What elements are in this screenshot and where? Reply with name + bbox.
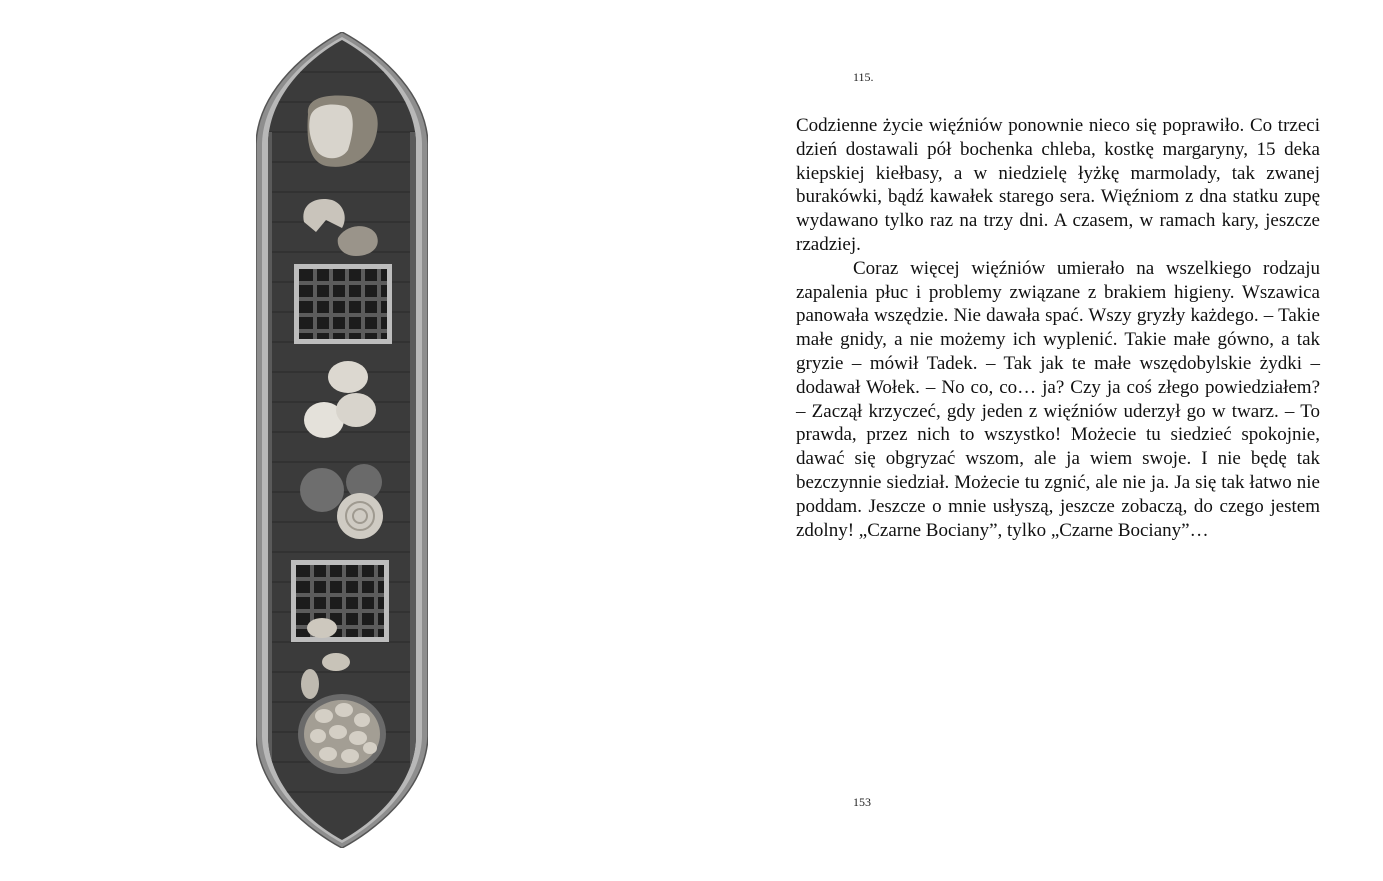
- grate-icon: [291, 560, 389, 642]
- page-number: 153: [853, 795, 871, 809]
- paragraph: Codzienne życie więźniów ponownie nieco się poprawiło. Co trzeci dzień dostawali pół bochenka chleba, kostkę margaryny, 15 deka kiepskiej kiełbasy, a w niedzielę łyżkę marmolady, tak zwanej burakówki, bądź kawałek starego sera. Więźniom z dna statku zupę wydawano tylko raz na trzy dni. A czasem, w ramach kary, jeszcze rzadziej.: [796, 115, 1320, 255]
- body-text: [796, 114, 1320, 542]
- chapter-number: 115.: [853, 70, 874, 84]
- paragraph: Coraz więcej więźniów umierało na wszelkiego rodzaju zapalenia płuc i problemy związane z brakiem higieny. Wszawica panowała wszędzie. Nie dawała spać. Wszy gryzły każdego. – Takie małe gnidy, a nie możemy ich wyplenić. Takie małe gówno, a tak gryzie – mówił Tadek. – Tak jak te małe wszędobylskie żydki – dodawał Wołek. – No co, co… ja? Czy ja coś złego powiedziałem? – Zaczął krzyczeć, gdy jeden z więźniów uderzył go w twarz. – To prawda, przez nich to wszystko! Możecie tu siedzieć spokojnie, dawać się obgryzać wszom, ale ja wiem swoje. I nie będę tak bezczynnie siedział. Możecie tu zgnić, ale nie ja. Ja się tak łatwo nie poddam. Jeszcze o mnie usłyszą, jeszcze zobaczą, do czego jestem zdolny! „Czarne Bociany”, tylko „Czarne Bociany”…: [796, 257, 1320, 541]
- boat-illustration: [256, 32, 428, 848]
- grate-icon: [294, 264, 392, 344]
